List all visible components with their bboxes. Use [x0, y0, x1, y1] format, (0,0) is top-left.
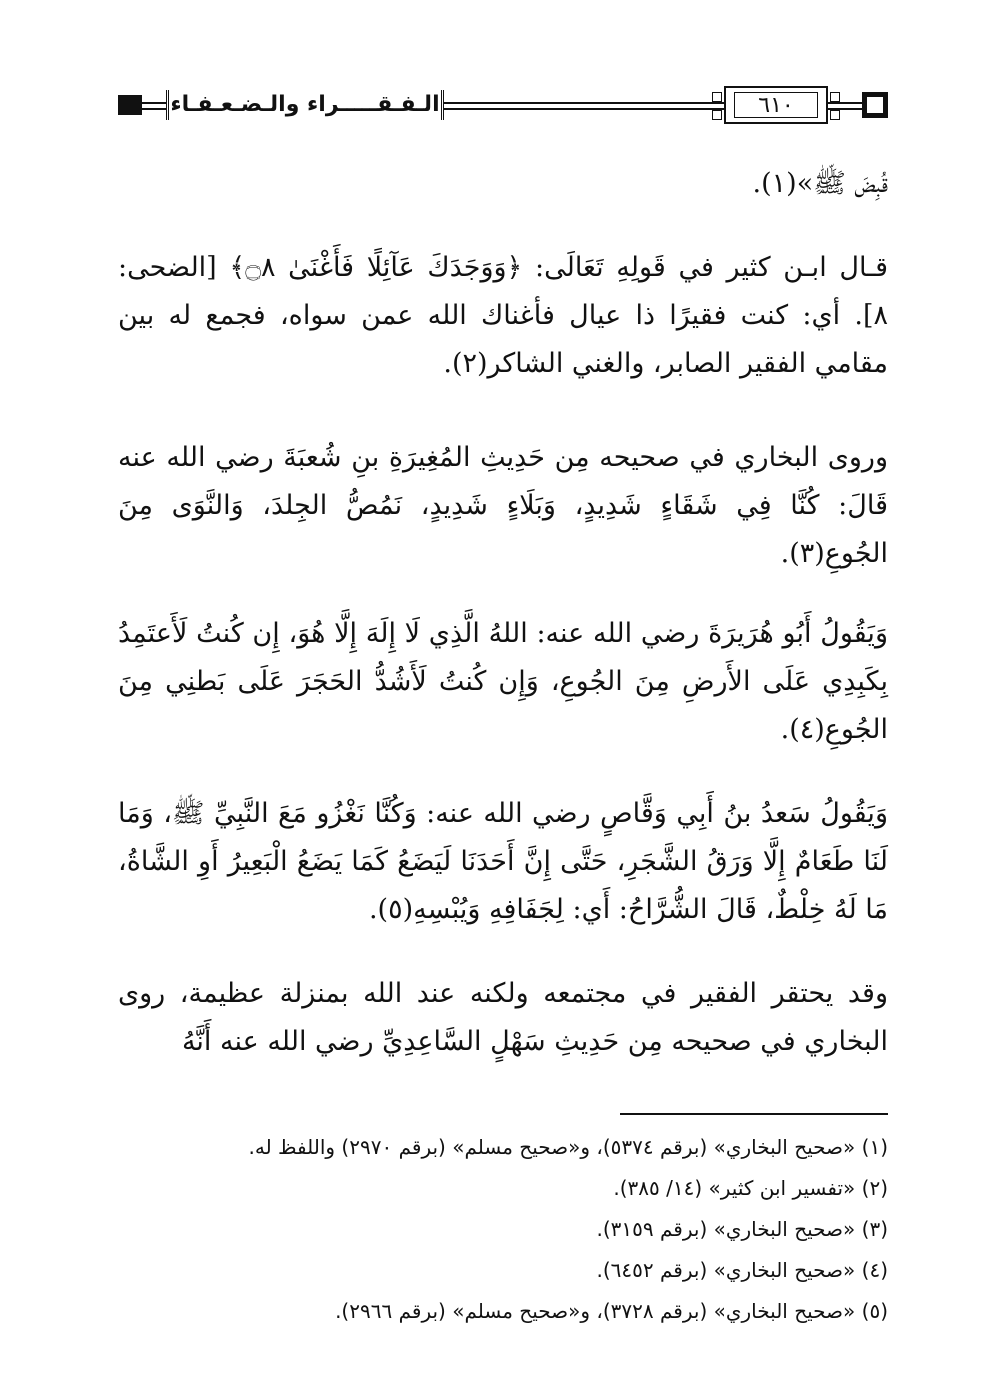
header-ornament — [712, 92, 722, 102]
paragraph-3: وروى البخاري في صحيحه مِن حَدِيثِ المُغِيرَةِ بنِ شُعبَةَ رضي الله عنه قَالَ: كُنَّا فِي شَقَاءٍ شَدِيدٍ، وَبَلَاءٍ شَدِيدٍ، نَمُصُّ الجِلدَ، وَالنَّوَى مِنَ الجُوعِ(٣). — [118, 442, 888, 569]
footnote-4: (٤) «صحيح البخاري» (برقم ٦٤٥٢). — [596, 1258, 888, 1282]
header-ornament — [830, 92, 840, 102]
page-number: ٦١٠ — [734, 92, 818, 118]
footnote-1: (١) «صحيح البخاري» (برقم ٥٣٧٤)، و«صحيح مسلم» (برقم ٢٩٧٠) واللفظ له. — [248, 1135, 888, 1159]
paragraph-1: قُبِضَ ﷺ»(١). — [752, 168, 888, 199]
header-square-left — [118, 95, 142, 115]
page-number-frame — [724, 86, 828, 124]
header-title: الـفـقـــــراء والـضـعـفـاء — [166, 90, 444, 120]
paragraph-5: وَيَقُولُ سَعدُ بنُ أَبِي وَقَّاصٍ رضي الله عنه: وَكُنَّا نَغْزُو مَعَ النَّبِيِّ ﷺ، وَمَا لَنَا طَعَامٌ إِلَّا وَرَقُ الشَّجَرِ، حَتَّى إِنَّ أَحَدَنَا لَيَضَعُ كَمَا يَضَعُ الْبَعِيرُ أَوِ الشَّاةُ، مَا لَهُ خِلْطٌ، قَالَ الشُّرَّاحُ: أَي: لِجَفَافِهِ وَيُبْسِهِ(٥). — [118, 798, 888, 925]
footnote-3: (٣) «صحيح البخاري» (برقم ٣١٥٩). — [596, 1217, 888, 1241]
header-ornament — [712, 110, 722, 120]
paragraph-6: وقد يحتقر الفقير في مجتمعه ولكنه عند الله بمنزلة عظيمة، روى البخاري في صحيحه مِن حَدِيثِ سَهْلٍ السَّاعِدِيِّ رضي الله عنه أَنَّهُ — [118, 978, 888, 1057]
footnote-2: (٢) «تفسير ابن كثير» (١٤/ ٣٨٥). — [613, 1176, 888, 1200]
header-square-right — [862, 92, 888, 118]
paragraph-4: وَيَقُولُ أَبُو هُرَيرَةَ رضي الله عنه: اللهُ الَّذِي لَا إِلَهَ إِلَّا هُوَ، إِن كُنتُ لَأَعتَمِدُ بِكَبِدِي عَلَى الأَرضِ مِنَ الجُوعِ، وَإِن كُنتُ لَأَشُدُّ الحَجَرَ عَلَى بَطنِي مِنَ الجُوعِ(٤). — [118, 618, 888, 745]
header-ornament — [830, 110, 840, 120]
running-header — [118, 84, 888, 128]
footnote-separator — [620, 1113, 888, 1115]
paragraph-2: قـال ابـن كثير في قَولِهِ تَعَالَى: ﴿وَوَجَدَكَ عَآئِلًا فَأَغْنَىٰ ۝٨﴾ [الضحى: ٨]. أي: كنت فقيرًا ذا عيال فأغناك الله عمن سواه، فجمع له بين مقامي الفقير الصابر، والغني الشاكر(٢). — [118, 252, 889, 379]
footnote-5: (٥) «صحيح البخاري» (برقم ٣٧٢٨)، و«صحيح مسلم» (برقم ٢٩٦٦). — [335, 1299, 888, 1323]
